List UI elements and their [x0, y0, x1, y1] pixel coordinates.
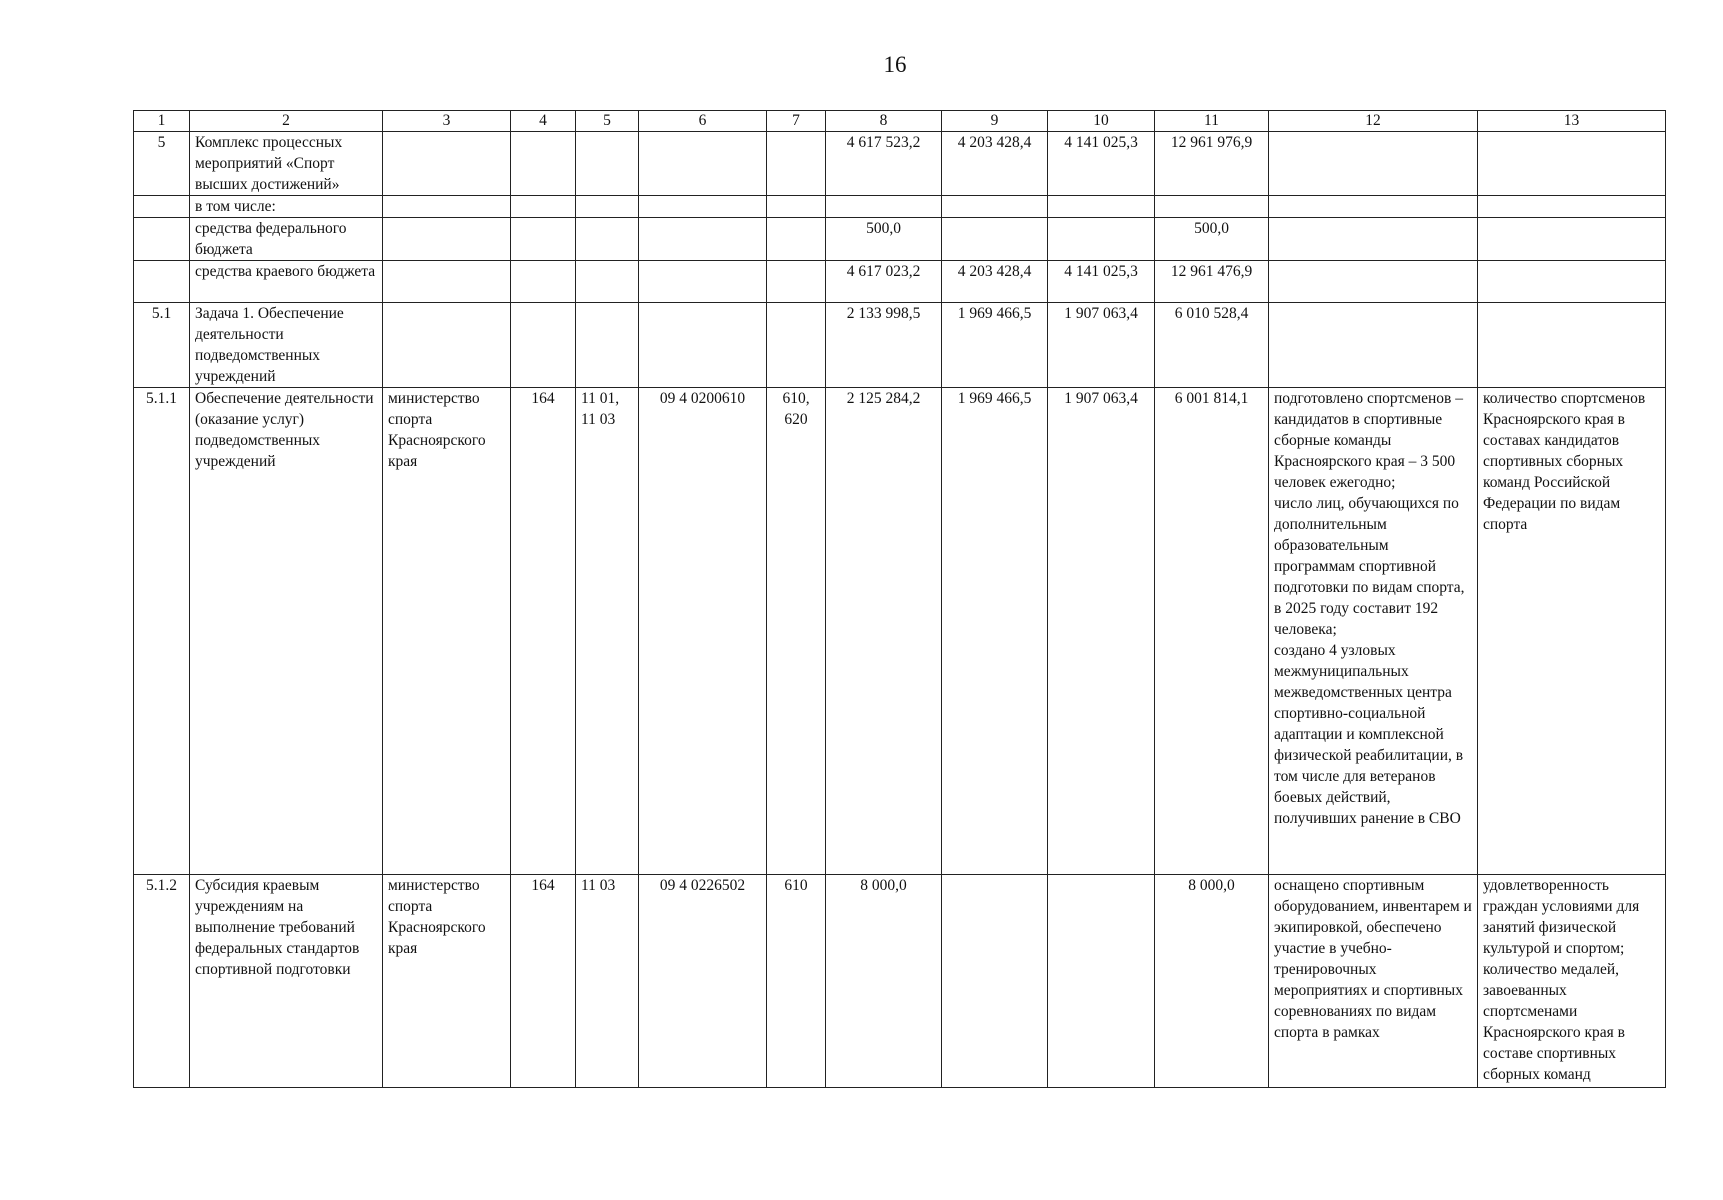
amount-col8	[826, 196, 942, 218]
indicator	[1478, 196, 1666, 218]
table-row	[134, 875, 1666, 1088]
amount-col10: 1 907 063,4	[1048, 303, 1155, 388]
item-name: средства федерального бюджета	[190, 218, 383, 261]
item-name: Задача 1. Обеспечение деятельности подведомственных учреждений	[190, 303, 383, 388]
grbs-code: 164	[511, 388, 576, 875]
amount-total: 500,0	[1155, 218, 1269, 261]
row-number: 5.1	[134, 303, 190, 388]
responsible: министерство спорта Красноярского края	[383, 875, 511, 1088]
amount-total: 8 000,0	[1155, 875, 1269, 1088]
amount-col8: 500,0	[826, 218, 942, 261]
expected-result	[1269, 303, 1478, 388]
table-row	[134, 388, 1666, 875]
responsible	[383, 218, 511, 261]
row-number	[134, 261, 190, 303]
amount-col10: 1 907 063,4	[1048, 388, 1155, 875]
item-name: в том числе:	[190, 196, 383, 218]
expense-code	[767, 196, 826, 218]
section-code	[576, 196, 639, 218]
section-code: 11 03	[576, 875, 639, 1088]
amount-col9: 4 203 428,4	[942, 132, 1048, 196]
indicator	[1478, 132, 1666, 196]
expected-result	[1269, 261, 1478, 303]
responsible	[383, 196, 511, 218]
amount-col10	[1048, 218, 1155, 261]
indicator	[1478, 303, 1666, 388]
expected-result: подготовлено спортсменов – кандидатов в спортивные сборные команды Красноярского края – 3 500 человек ежегодно; число лиц, обучающихся по дополнительным образовательным программам спортивной подготовки по видам спорта, в 2025 году составит 192 человека; создано 4 узловых межмуниципальных межведомственных центра спортивно-социальной адаптации и комплексной физической реабилитации, в том числе для ветеранов боевых действий, получивших ранение в СВО	[1269, 388, 1478, 875]
item-name: Субсидия краевым учреждениям на выполнение требований федеральных стандартов спортивной подготовки	[190, 875, 383, 1088]
indicator: удовлетворенность граждан условиями для занятий физической культурой и спортом; количество медалей, завоеванных спортсменами Красноярского края в составе спортивных сборных команд	[1478, 875, 1666, 1088]
amount-col8: 4 617 523,2	[826, 132, 942, 196]
header-cell: 7	[767, 111, 826, 132]
row-number: 5.1.1	[134, 388, 190, 875]
expense-code	[767, 132, 826, 196]
expense-code: 610, 620	[767, 388, 826, 875]
amount-col10: 4 141 025,3	[1048, 261, 1155, 303]
grbs-code: 164	[511, 875, 576, 1088]
row-number	[134, 196, 190, 218]
expected-result	[1269, 196, 1478, 218]
amount-col9	[942, 875, 1048, 1088]
expected-result: оснащено спортивным оборудованием, инвентарем и экипировкой, обеспечено участие в учебно-тренировочных мероприятиях и спортивных соревнованиях по видам спорта в рамках	[1269, 875, 1478, 1088]
header-cell: 8	[826, 111, 942, 132]
responsible: министерство спорта Красноярского края	[383, 388, 511, 875]
responsible	[383, 132, 511, 196]
table-row	[134, 261, 1666, 303]
amount-col9: 1 969 466,5	[942, 388, 1048, 875]
amount-col9	[942, 196, 1048, 218]
grbs-code	[511, 132, 576, 196]
target-code	[639, 218, 767, 261]
amount-total: 12 961 476,9	[1155, 261, 1269, 303]
header-cell: 6	[639, 111, 767, 132]
expense-code	[767, 218, 826, 261]
row-number: 5.1.2	[134, 875, 190, 1088]
header-cell: 10	[1048, 111, 1155, 132]
table-row	[134, 218, 1666, 261]
page-number: 16	[883, 52, 907, 77]
item-name: Комплекс процессных мероприятий «Спорт высших достижений»	[190, 132, 383, 196]
target-code	[639, 303, 767, 388]
grbs-code	[511, 218, 576, 261]
target-code: 09 4 0200610	[639, 388, 767, 875]
table-row	[134, 196, 1666, 218]
amount-col10: 4 141 025,3	[1048, 132, 1155, 196]
amount-col10	[1048, 875, 1155, 1088]
target-code	[639, 196, 767, 218]
amount-col8: 4 617 023,2	[826, 261, 942, 303]
indicator	[1478, 218, 1666, 261]
indicator	[1478, 261, 1666, 303]
header-cell: 1	[134, 111, 190, 132]
amount-total	[1155, 196, 1269, 218]
expected-result	[1269, 218, 1478, 261]
grbs-code	[511, 196, 576, 218]
expense-code	[767, 303, 826, 388]
header-cell: 5	[576, 111, 639, 132]
amount-col9: 4 203 428,4	[942, 261, 1048, 303]
amount-col8: 2 133 998,5	[826, 303, 942, 388]
grbs-code	[511, 303, 576, 388]
column-number-row	[134, 111, 1666, 132]
expense-code	[767, 261, 826, 303]
header-cell: 4	[511, 111, 576, 132]
header-cell: 3	[383, 111, 511, 132]
responsible	[383, 303, 511, 388]
target-code	[639, 261, 767, 303]
amount-total: 6 001 814,1	[1155, 388, 1269, 875]
table-row	[134, 132, 1666, 196]
expense-code: 610	[767, 875, 826, 1088]
row-number	[134, 218, 190, 261]
amount-col10	[1048, 196, 1155, 218]
header-cell: 13	[1478, 111, 1666, 132]
section-code	[576, 303, 639, 388]
row-number: 5	[134, 132, 190, 196]
item-name: средства краевого бюджета	[190, 261, 383, 303]
header-cell: 12	[1269, 111, 1478, 132]
section-code	[576, 261, 639, 303]
target-code	[639, 132, 767, 196]
amount-col9: 1 969 466,5	[942, 303, 1048, 388]
header-cell: 11	[1155, 111, 1269, 132]
amount-col9	[942, 218, 1048, 261]
section-code	[576, 132, 639, 196]
responsible	[383, 261, 511, 303]
section-code	[576, 218, 639, 261]
target-code: 09 4 0226502	[639, 875, 767, 1088]
header-cell: 2	[190, 111, 383, 132]
header-cell: 9	[942, 111, 1048, 132]
section-code: 11 01, 11 03	[576, 388, 639, 875]
item-name: Обеспечение деятельности (оказание услуг) подведомственных учреждений	[190, 388, 383, 875]
grbs-code	[511, 261, 576, 303]
amount-col8: 8 000,0	[826, 875, 942, 1088]
amount-total: 6 010 528,4	[1155, 303, 1269, 388]
indicator: количество спортсменов Красноярского края в составах кандидатов спортивных сборных команд Российской Федерации по видам спорта	[1478, 388, 1666, 875]
amount-col8: 2 125 284,2	[826, 388, 942, 875]
table-row	[134, 303, 1666, 388]
expected-result	[1269, 132, 1478, 196]
amount-total: 12 961 976,9	[1155, 132, 1269, 196]
program-table	[133, 110, 1666, 1088]
